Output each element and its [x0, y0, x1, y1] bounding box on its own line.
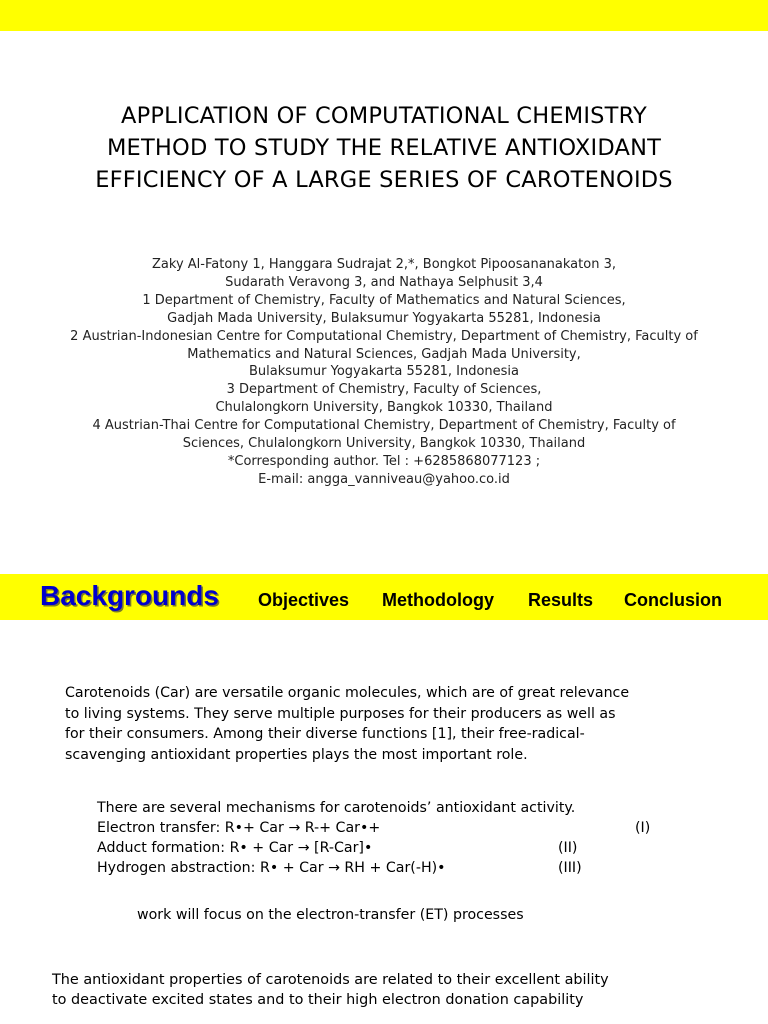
affiliation-line: 2 Austrian-Indonesian Centre for Computational Chemistry, Department of Chemistry, Faculty of [70, 328, 698, 344]
affiliation-line: Bulaksumur Yogyakarta 55281, Indonesia [248, 364, 520, 380]
affiliation-line: Mathematics and Natural Sciences, Gadjah Mada University, [187, 346, 581, 362]
affiliation-line: Sciences, Chulalongkorn University, Bangkok 10330, Thailand [182, 436, 586, 452]
paragraph-line: Carotenoids (Car) are versatile organic molecules, which are of great relevance [65, 685, 630, 701]
affiliation-line: 1 Department of Chemistry, Faculty of Mathematics and Natural Sciences, [142, 292, 626, 308]
author-line: Zaky Al-Fatony 1, Hanggara Sudrajat 2,*, Bongkot Pipoosananakaton 3, [152, 257, 616, 272]
mechanism-label: (II) [558, 840, 578, 856]
antioxidant-paragraph [52, 970, 752, 1010]
nav-backgrounds[interactable]: Backgrounds [40, 580, 219, 611]
mechanism-row [97, 818, 697, 838]
mechanism-equation: Hydrogen abstraction: R• + Car → RH + Car(-H)• [97, 860, 446, 876]
authors-affiliations [10, 256, 758, 489]
paragraph-line: for their consumers. Among their diverse functions [1], their free-radical- [65, 726, 585, 743]
affiliation-line: Chulalongkorn University, Bangkok 10330, Thailand [215, 400, 553, 416]
nav-methodology[interactable]: Methodology [382, 590, 494, 610]
paragraph-line: to living systems. They serve multiple purposes for their producers as well as [65, 705, 616, 722]
title-line: METHOD TO STUDY THE RELATIVE ANTIOXIDANT [106, 135, 662, 161]
mechanism-equation: Adduct formation: R• + Car → [R-Car]• [97, 840, 373, 856]
corresponding-author: *Corresponding author. Tel : +6285868077123 ; [227, 453, 541, 469]
mechanisms-block [97, 798, 697, 878]
affiliation-line: 3 Department of Chemistry, Faculty of Sciences, [226, 382, 542, 398]
mechanism-equation: Electron transfer: R•+ Car → R-+ Car•+ [97, 820, 381, 836]
mechanisms-intro: There are several mechanisms for carotenoids’ antioxidant activity. [97, 800, 576, 816]
paper-title [20, 100, 748, 196]
author-line: Sudarath Veravong 3, and Nathaya Selphusit 3,4 [225, 274, 543, 290]
mechanism-label: (III) [558, 860, 582, 876]
email-line: E-mail: angga_vanniveau@yahoo.co.id [258, 471, 510, 487]
paragraph-line: The antioxidant properties of carotenoids are related to their excellent ability [52, 972, 609, 988]
affiliation-line: Gadjah Mada University, Bulaksumur Yogyakarta 55281, Indonesia [167, 310, 601, 326]
mechanism-label: (I) [635, 820, 651, 836]
nav-objectives[interactable]: Objectives [258, 590, 350, 610]
affiliation-line: 4 Austrian-Thai Centre for Computational Chemistry, Department of Chemistry, Faculty of [92, 418, 676, 434]
nav-results[interactable]: Results [528, 590, 594, 610]
paragraph-line: to deactivate excited states and to their high electron donation capability [52, 992, 584, 1008]
focus-statement: work will focus on the electron-transfer (ET) processes [137, 907, 524, 923]
intro-paragraph [65, 683, 697, 765]
mechanism-row [97, 858, 697, 878]
mechanism-row [97, 838, 697, 858]
paragraph-line: scavenging antioxidant properties plays the most important role. [65, 746, 528, 763]
title-line: EFFICIENCY OF A LARGE SERIES OF CAROTENOIDS [95, 167, 673, 193]
top-yellow-band [0, 0, 768, 31]
nav-conclusion[interactable]: Conclusion [624, 590, 722, 610]
title-line: APPLICATION OF COMPUTATIONAL CHEMISTRY [121, 103, 647, 129]
